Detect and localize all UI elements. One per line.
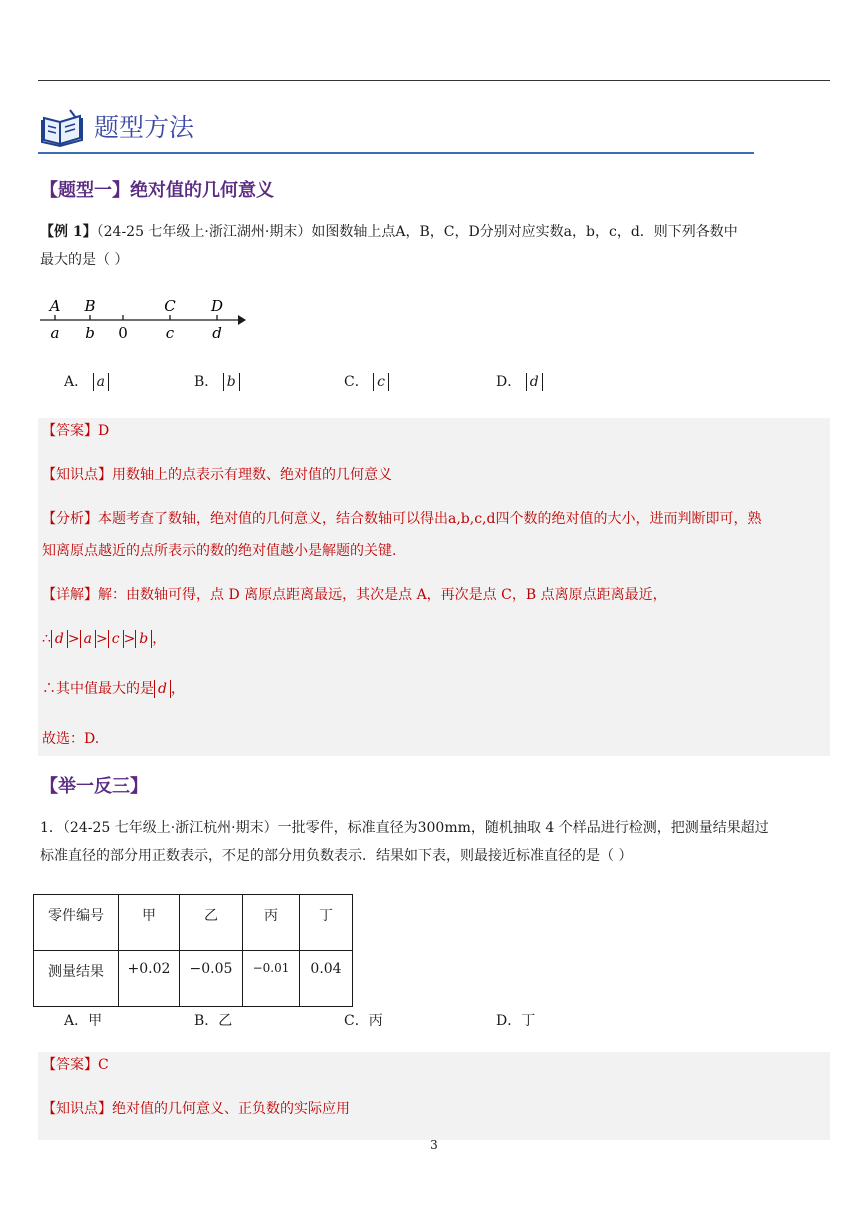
point-label-d: D xyxy=(210,297,224,315)
table-cell: −0.01 xyxy=(243,951,300,1007)
abs-c: c xyxy=(108,630,124,648)
analysis-line-2: 知离原点越近的点所表示的数的绝对值越小是解题的关键. xyxy=(42,543,397,559)
top-rule xyxy=(38,80,830,81)
section-header xyxy=(38,106,754,154)
q1-answer-box xyxy=(38,1052,830,1140)
measurement-table xyxy=(33,894,353,1007)
drill-heading: 【举一反三】 xyxy=(40,776,148,797)
value-label-c: c xyxy=(165,324,175,342)
abs-d: d xyxy=(51,630,68,648)
answer-label: 【答案】 xyxy=(42,423,98,439)
value-label-b: b xyxy=(85,324,95,342)
choice-value: b xyxy=(223,373,240,391)
max-text: 其中值最大的是 xyxy=(56,681,154,697)
max-end: ， xyxy=(170,681,185,697)
analysis-label: 【分析】 xyxy=(42,511,98,527)
value-label-d: d xyxy=(212,324,222,342)
number-line xyxy=(40,290,260,350)
answer-line xyxy=(42,420,109,440)
q1-choice-a[interactable]: A．甲 xyxy=(64,1013,103,1029)
example-line-2: 最大的是（ ） xyxy=(40,252,129,268)
example-choice-d[interactable] xyxy=(496,371,543,391)
table-header-cell: 甲 xyxy=(119,895,180,951)
inequality-line xyxy=(42,628,166,648)
page-number: 3 xyxy=(430,1138,438,1152)
point-label-c: C xyxy=(164,297,176,315)
knowledge-value: 用数轴上的点表示有理数、绝对值的几何意义 xyxy=(112,467,392,483)
choice-letter: A． xyxy=(64,374,89,390)
abs-b: b xyxy=(135,630,152,648)
answer-line xyxy=(42,1054,109,1074)
table-header-cell: 零件编号 xyxy=(34,895,119,951)
gt-2: > xyxy=(95,631,108,647)
choice-value: a xyxy=(93,373,109,391)
point-label-a: A xyxy=(49,297,61,315)
table-row xyxy=(34,895,353,951)
example-tag: 【例 1】 xyxy=(40,224,97,240)
question-1 xyxy=(40,814,830,870)
origin-label: 0 xyxy=(118,324,128,342)
ineq-end: ， xyxy=(152,631,167,647)
table-cell: 测量结果 xyxy=(34,951,119,1007)
table-cell: +0.02 xyxy=(119,951,180,1007)
value-label-a: a xyxy=(50,324,60,342)
q1-choice-d[interactable]: D．丁 xyxy=(496,1013,536,1029)
point-label-b: B xyxy=(84,297,96,315)
choice-letter: C． xyxy=(344,374,369,390)
knowledge-label: 【知识点】 xyxy=(42,467,112,483)
gt-3: > xyxy=(123,631,136,647)
open-book-icon xyxy=(40,108,84,148)
table-header-cell: 丙 xyxy=(243,895,300,951)
knowledge-value: 绝对值的几何意义、正负数的实际应用 xyxy=(112,1101,350,1117)
detail-text: 解：由数轴可得，点 D 离原点距离最远，其次是点 A，再次是点 C，B 点离原点距离最近， xyxy=(98,587,667,603)
q1-line-2: 标准直径的部分用正数表示，不足的部分用负数表示．结果如下表，则最接近标准直径的是（ ） xyxy=(40,848,633,864)
example-line-1: （24-25 七年级上·浙江湖州·期末）如图数轴上点A，B，C，D分别对应实数a，b，c，d．则下列各数中 xyxy=(96,224,738,240)
choice-letter: D． xyxy=(496,374,522,390)
knowledge-line xyxy=(42,1098,350,1118)
detail-label: 【详解】 xyxy=(42,587,98,603)
table-cell: 0.04 xyxy=(300,951,353,1007)
knowledge-line xyxy=(42,464,392,484)
detail-line xyxy=(42,584,667,604)
example-answer-box xyxy=(38,418,830,756)
answer-value: C xyxy=(98,1057,109,1073)
table-row xyxy=(34,951,353,1007)
q1-choice-b[interactable]: B．乙 xyxy=(194,1013,233,1029)
example-question xyxy=(40,218,830,274)
q1-line-1: 1．（24-25 七年级上·浙江杭州·期末）一批零件，标准直径为300mm，随机抽取 4 个样品进行检测，把测量结果超过 xyxy=(40,820,769,836)
choice-letter: B． xyxy=(194,374,219,390)
abs-d: d xyxy=(154,680,171,698)
knowledge-label: 【知识点】 xyxy=(42,1101,112,1117)
analysis-text: 本题考查了数轴，绝对值的几何意义，结合数轴可以得出a,b,c,d四个数的绝对值的大小，进而判断即可，熟 xyxy=(98,511,762,527)
table-header-cell: 乙 xyxy=(180,895,243,951)
gt-1: > xyxy=(67,631,80,647)
therefore-symbol: ∴ xyxy=(42,631,51,647)
table-header-cell: 丁 xyxy=(300,895,353,951)
table-cell: −0.05 xyxy=(180,951,243,1007)
answer-value: D xyxy=(98,423,110,439)
section-title: 题型方法 xyxy=(94,113,195,142)
q1-choice-c[interactable]: C．丙 xyxy=(344,1013,383,1029)
analysis-line-1 xyxy=(42,508,761,528)
therefore-symbol: ∴ xyxy=(42,681,56,697)
example-choice-c[interactable] xyxy=(344,371,389,391)
abs-a: a xyxy=(80,630,96,648)
max-line xyxy=(42,678,185,698)
answer-label: 【答案】 xyxy=(42,1057,98,1073)
choose-line: 故选：D. xyxy=(42,731,100,747)
choice-value: d xyxy=(526,373,543,391)
example-choice-b[interactable] xyxy=(194,371,240,391)
example-choice-a[interactable] xyxy=(64,371,109,391)
type-heading: 【题型一】绝对值的几何意义 xyxy=(40,180,274,201)
choice-value: c xyxy=(373,373,389,391)
